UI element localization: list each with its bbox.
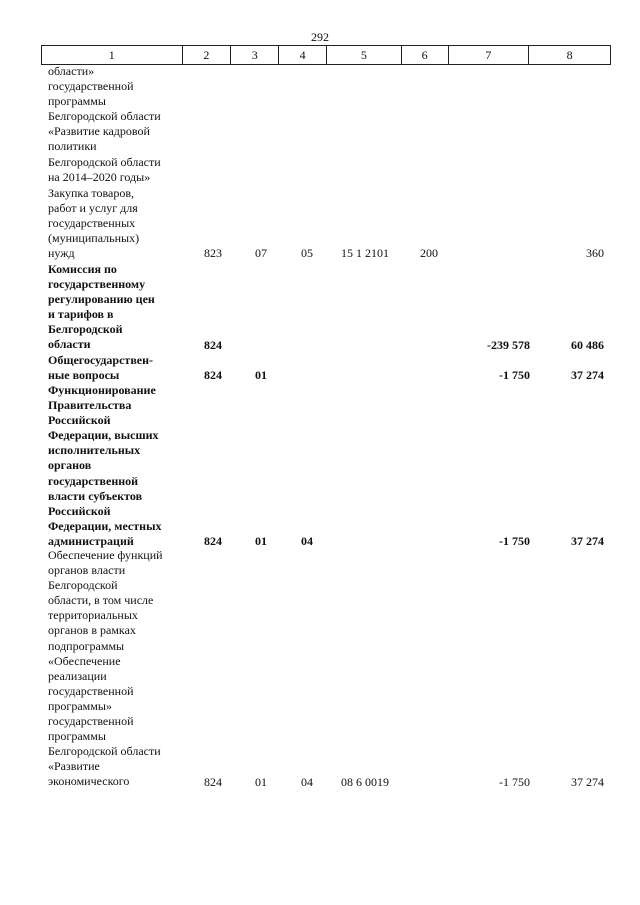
description-line: территориальных [48, 608, 138, 623]
description-line: Белгородской [48, 322, 123, 337]
description-line: Правительства [48, 398, 132, 413]
cell-col-6: 200 [420, 246, 438, 261]
description-line: органов власти [48, 563, 126, 578]
row-description [48, 262, 176, 353]
description-line: Обеспечение функций [48, 548, 163, 562]
cell-col-8: 60 486 [571, 337, 604, 352]
row-description [48, 186, 176, 261]
description-line: ные вопросы [48, 368, 120, 383]
description-line: области» [48, 64, 95, 78]
description-line: «Развитие [48, 759, 100, 774]
description-line: государственной [48, 79, 134, 94]
description-line: и тарифов в [48, 307, 114, 322]
column-header-4: 4 [279, 46, 327, 64]
cell-col-8: 37 274 [571, 534, 604, 548]
description-line: политики [48, 139, 97, 154]
cell-col-7: -239 578 [487, 337, 530, 352]
description-line: экономического [48, 774, 130, 789]
page-number: 292 [311, 30, 329, 44]
description-line: «Обеспечение [48, 653, 121, 668]
cell-col-5: 15 1 2101 [341, 246, 389, 261]
cell-col-3: 07 [255, 246, 267, 261]
cell-col-7: -1 750 [499, 368, 530, 383]
description-line: Российской [48, 503, 111, 518]
row-description [48, 353, 176, 383]
cell-col-4: 05 [301, 246, 313, 261]
description-line: (муниципальных) [48, 231, 140, 246]
column-header-8: 8 [566, 48, 573, 62]
description-line: власти субъектов [48, 488, 143, 503]
description-line: Закупка товаров, [48, 186, 134, 200]
row-description [48, 383, 176, 549]
description-line: на 2014–2020 годы» [48, 169, 151, 184]
cell-col-8: 37 274 [571, 774, 604, 789]
cell-col-2: 824 [204, 774, 222, 789]
cell-col-2: 824 [204, 534, 222, 548]
description-line: государственной [48, 714, 134, 729]
description-line: Федерации, высших [48, 428, 159, 443]
cell-col-2: 823 [204, 246, 222, 261]
row-description [48, 548, 176, 790]
column-header-1: 1 [42, 46, 183, 64]
description-line: органов [48, 458, 92, 473]
column-header-6: 6 [402, 46, 449, 64]
description-line: Российской [48, 413, 111, 428]
description-line: нужд [48, 246, 75, 261]
column-header-3: 3 [231, 46, 279, 64]
description-line: области [48, 337, 91, 352]
description-line: государственных [48, 216, 136, 231]
cell-col-8: 360 [586, 246, 604, 261]
row-description [48, 64, 176, 185]
cell-col-2: 824 [204, 368, 222, 383]
description-line: регулированию цен [48, 292, 155, 307]
description-line: области, в том числе [48, 593, 154, 608]
cell-col-3: 01 [255, 368, 267, 383]
description-line: Функционирование [48, 383, 156, 397]
description-line: исполнительных [48, 443, 141, 458]
cell-col-3: 01 [255, 774, 267, 789]
cell-col-8: 37 274 [571, 368, 604, 383]
description-line: государственному [48, 277, 146, 292]
description-line: программы [48, 94, 106, 109]
cell-col-2: 824 [204, 337, 222, 352]
description-line: реализации [48, 668, 107, 683]
column-header-5: 5 [327, 46, 402, 64]
table-header [41, 45, 611, 65]
description-line: Белгородской области [48, 744, 161, 759]
cell-col-3: 01 [255, 534, 267, 548]
cell-col-7: -1 750 [499, 774, 530, 789]
description-line: Белгородской области [48, 154, 161, 169]
description-line: Белгородской [48, 578, 118, 593]
description-line: Комиссия по [48, 262, 117, 276]
description-line: программы [48, 729, 106, 744]
cell-col-5: 08 6 0019 [341, 774, 389, 789]
column-header-7: 7 [449, 46, 530, 64]
description-line: государственной [48, 473, 139, 488]
description-line: «Развитие кадровой [48, 124, 150, 139]
description-line: государственной [48, 683, 134, 698]
description-line: Федерации, местных [48, 518, 162, 533]
description-line: подпрограммы [48, 638, 125, 653]
description-line: органов в рамках [48, 623, 136, 638]
description-line: программы» [48, 698, 112, 713]
description-line: Белгородской области [48, 109, 161, 124]
cell-col-4: 04 [301, 774, 313, 789]
cell-col-7: -1 750 [499, 534, 530, 548]
description-line: администраций [48, 533, 134, 548]
description-line: работ и услуг для [48, 201, 138, 216]
column-header-2: 2 [183, 46, 232, 64]
cell-col-4: 04 [301, 534, 313, 548]
description-line: Общегосударствен- [48, 353, 154, 367]
